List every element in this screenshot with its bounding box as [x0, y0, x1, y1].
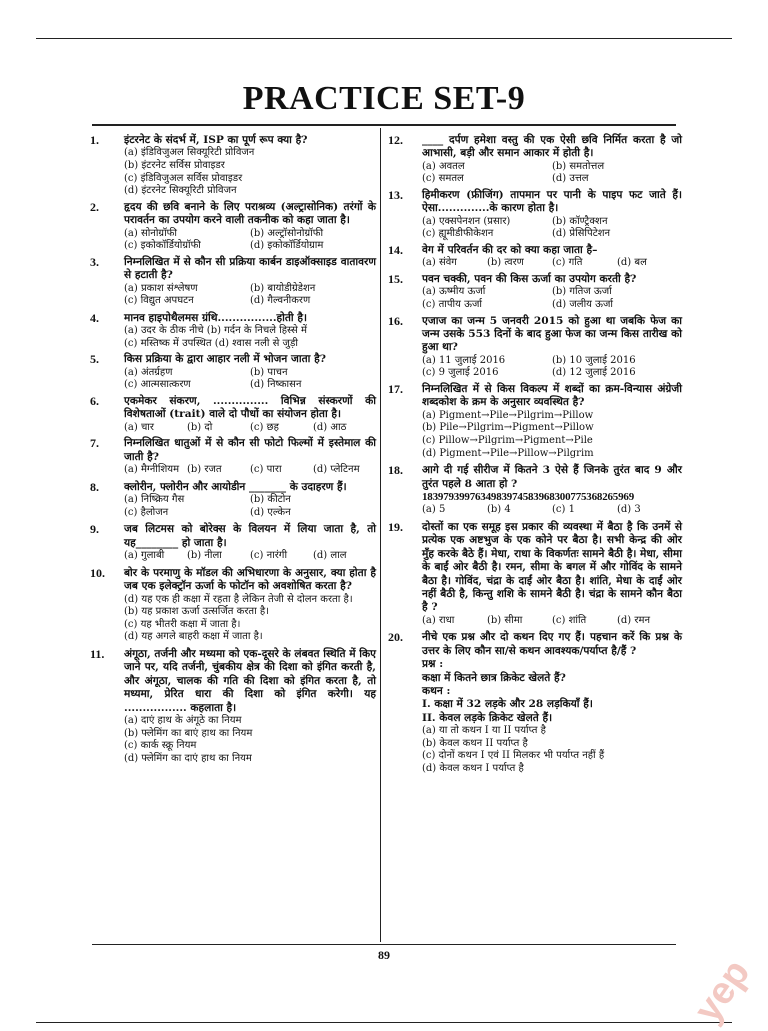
- question-number: 20.: [388, 630, 403, 645]
- answer-option: (a) 11 जुलाई 2016: [422, 354, 506, 366]
- options-list: [124, 715, 376, 765]
- answer-option: (b) Pile→Pilgrim→Pigment→Pillow: [422, 422, 594, 434]
- question-number: 11.: [90, 646, 105, 661]
- answer-option: (a) प्रकाश संश्लेषण: [124, 282, 198, 294]
- column-divider: [380, 128, 381, 942]
- answer-option: (b) फ्लेमिंग का बाएं हाथ का नियम: [124, 727, 253, 739]
- question-number: 8.: [90, 479, 99, 494]
- answer-option: (b) कीटोन: [250, 494, 291, 506]
- answer-option: (b) अल्ट्रॉसोनोग्रॉफी: [250, 227, 324, 239]
- answer-option: (a) मैग्नीशियम: [124, 464, 180, 476]
- answer-option: (c) तापीय ऊर्जा: [422, 299, 482, 310]
- options-list: [124, 283, 376, 308]
- answer-option: (c) मस्तिष्क में उपस्थित (d) श्वास नली से जुड़ी: [124, 337, 298, 349]
- answer-option: (c) यह भीतरी कक्षा में जाता है।: [124, 618, 241, 630]
- question-item: [388, 189, 682, 241]
- question-item: [90, 567, 376, 644]
- answer-option: (d) रमन: [617, 614, 651, 626]
- answer-option: (a) अंतर्ग्रहण: [124, 366, 173, 378]
- question-text: आगे दी गई सीरीज में कितने 3 ऐसे हैं जिनके तुरंत बाद 9 और तुरंत पहले 8 आता हो ?: [422, 464, 682, 490]
- question-number: 9.: [90, 522, 99, 537]
- answer-option: (b) नीला: [187, 550, 222, 562]
- question-text: बोर के परमाणु के मॉडल की अभिधारणा के अनुसार, क्या होता है जब एक इलेक्ट्रॉन ऊर्जा के फोटॉन को अवशोषित करता है?: [124, 566, 376, 593]
- answer-option: (b) 10 जुलाई 2016: [552, 354, 636, 366]
- answer-option: (d) यह अगले बाहरी कक्षा में जाता है।: [124, 631, 263, 643]
- answer-option: (b) गतिज ऊर्जा: [552, 286, 612, 298]
- answer-option: (d) बल: [617, 257, 647, 269]
- question-text: दोस्तों का एक समूह इस प्रकार की व्यवस्था में बैठा है कि उनमें से प्रत्येक एक अष्टभुज के एक कोने पर बैठा है। सभी केन्द्र की ओर मुँह करके बैठे हैं। मेधा, राधा के विकर्णतः सामने बैठी है। मेधा, सीमा के बाईं ओर बैठी है। रमन, सीमा के बगल में और गोविंद के सामने बैठा है। गोविंद, चंद्रा के दाईं ओर बैठा है। शांति, मेधा के दाईं ओर नहीं बैठी है, किन्तु शशि के सामने बैठी है। चंद्रा के सामने कौन बैठा है ?: [422, 521, 683, 614]
- question-item: [388, 383, 682, 460]
- answer-option: (d) Pigment→Pile→Pillow→Pilgrim: [422, 447, 594, 459]
- question-text: निम्नलिखित धातुओं में से कौन सी फोटो फिल्मों में इस्तेमाल की जाती है?: [124, 437, 376, 463]
- question-detail: कथन :: [422, 685, 451, 698]
- answer-option: (b) कॉण्ट्रैक्शन: [552, 215, 608, 227]
- question-text: एजाज का जन्म 5 जनवरी 2015 को हुआ था जबकि फेज का जन्म उसके 553 दिनों के बाद हुआ फेज का जन्म किस तारीख को हुआ था?: [422, 314, 682, 354]
- question-number: 10.: [90, 565, 105, 580]
- answer-option: (b) रजत: [187, 464, 222, 476]
- question-item: [388, 315, 682, 380]
- options-list: [422, 410, 682, 460]
- options-list: [422, 615, 682, 628]
- answer-option: (d) निष्कासन: [250, 379, 302, 391]
- question-text: वेग में परिवर्तन की दर को क्या कहा जाता है–: [422, 244, 598, 256]
- options-list: [124, 594, 376, 644]
- answer-option: (c) पारा: [250, 464, 282, 476]
- question-item: [388, 244, 682, 270]
- answer-option: (c) 1: [552, 504, 575, 516]
- options-list: [124, 228, 376, 253]
- question-item: [90, 395, 376, 434]
- question-item: [90, 437, 376, 476]
- answer-option: (d) एल्केन: [250, 506, 291, 518]
- options-list: [124, 422, 376, 435]
- answer-option: (d) उत्तल: [552, 173, 589, 185]
- question-detail: प्रश्न :: [422, 658, 444, 671]
- options-list: [422, 286, 682, 311]
- answer-option: (c) विद्युत अपघटन: [124, 295, 194, 307]
- question-item: [388, 273, 682, 312]
- page-title: PRACTICE SET-9: [242, 80, 526, 117]
- answer-option: (a) दाएं हाथ के अंगूठे का नियम: [124, 715, 242, 726]
- number-series: 1839793997634983974583968300775368265969: [422, 491, 635, 503]
- answer-option: (a) निष्क्रिय गैस: [124, 494, 185, 506]
- question-text: इंटरनेट के संदर्भ में, ISP का पूर्ण रूप क्या है?: [124, 134, 308, 146]
- options-list: [124, 147, 376, 197]
- options-list: [124, 464, 376, 477]
- answer-option: (c) नारंगी: [250, 550, 288, 562]
- options-list: [422, 216, 682, 241]
- answer-option: (c) छह: [250, 421, 279, 433]
- question-number: 12.: [388, 133, 403, 147]
- question-detail: II. केवल लड़के क्रिकेट खेलते हैं।: [422, 711, 553, 724]
- question-item: [90, 481, 376, 520]
- question-text: अंगूठा, तर्जनी और मध्यमा को एक-दूसरे के लंबवत स्थिति में किए जाने पर, यदि तर्जनी, चुंबकीय क्षेत्र की दिशा को इंगित करती है, और अंगूठा, चालक की गति की दिशा को इंगित करता है, तो मध्यमा, प्रेरित धारा की दिशा को इंगित करेगी। यह ................. कहलाता है।: [124, 647, 376, 714]
- answer-option: (d) गैल्वनीकरण: [250, 295, 311, 307]
- question-item: [90, 201, 376, 253]
- answer-option: (d) प्लेटिनम: [313, 464, 360, 476]
- question-text: ____ दर्पण हमेशा वस्तु की एक ऐसी छवि निर्मित करता है जो आभासी, बड़ी और समान आकार में होती है।: [422, 134, 682, 160]
- question-text: हृदय की छवि बनाने के लिए पराश्रव्य (अल्ट्रासोनिक) तरंगों के परावर्तन का उपयोग करने वाली तकनीक को कहा जाता है।: [124, 200, 376, 227]
- answer-option: (d) लाल: [313, 550, 347, 562]
- answer-option: (a) या तो कथन I या II पर्याप्त है: [422, 725, 546, 737]
- answer-option: (c) 9 जुलाई 2016: [422, 367, 499, 379]
- answer-option: (a) 5: [422, 504, 446, 516]
- answer-option: (c) ह्यूमीडीफीकेशन: [422, 228, 494, 240]
- answer-option: (d) यह एक ही कक्षा में रहता है लेकिन तेजी से दोलन करता है।: [124, 593, 353, 605]
- question-number: 19.: [388, 520, 403, 534]
- question-number: 18.: [388, 463, 403, 478]
- options-list: [124, 494, 376, 519]
- answer-option: (b) केवल कथन II पर्याप्त है: [422, 737, 528, 749]
- answer-option: (a) चार: [124, 421, 154, 433]
- question-text: हिमीकरण (फ्रीजिंग) तापमान पर पानी के पाइप फट जाते हैं। ऐसा..............के कारण होता है।: [422, 189, 682, 215]
- question-item: [90, 648, 376, 765]
- question-item: [388, 631, 682, 775]
- question-item: [388, 464, 682, 517]
- footer-rule: [92, 944, 676, 945]
- options-list: [422, 257, 682, 270]
- answer-option: (c) इकोकॉर्डियोग्रॉफी: [124, 240, 201, 252]
- page-number: 89: [378, 948, 390, 962]
- question-item: [90, 312, 376, 351]
- answer-option: (d) फ्लेमिंग का दाएं हाथ का नियम: [124, 752, 252, 764]
- answer-option: (a) Pigment→Pile→Pilgrim→Pillow: [422, 409, 594, 421]
- question-text: निम्नलिखित में से किस विकल्प में शब्दों का क्रम-विन्यास अंग्रेजी शब्दकोश के क्रम के अनुसार व्यवस्थित है?: [422, 383, 682, 409]
- answer-option: (d) प्रेसिपिटेशन: [552, 228, 611, 240]
- question-text: नीचे एक प्रश्न और दो कथन दिए गए हैं। पहचान करें कि प्रश्न के उत्तर के लिए कौन सा/से कथन आवश्यक/पर्याप्त है/हैं ?: [422, 631, 682, 657]
- question-text: किस प्रक्रिया के द्वारा आहार नली में भोजन जाता है?: [124, 353, 326, 366]
- answer-option: (d) जलीय ऊर्जा: [552, 299, 614, 310]
- answer-option: (c) इंडिविजुअल सर्विस प्रोवाइडर: [124, 172, 243, 184]
- answer-option: (b) यह प्रकाश ऊर्जा उत्सर्जित करता है।: [124, 606, 269, 618]
- question-detail: कक्षा में कितने छात्र क्रिकेट खेलते हैं?: [422, 671, 566, 684]
- answer-option: (d) केवल कथन I पर्याप्त है: [422, 763, 524, 775]
- question-item: [90, 353, 376, 392]
- answer-option: (d) आठ: [313, 421, 347, 433]
- options-list: [422, 355, 682, 380]
- question-text: एकमेकर संकरण, ............... विभिन्न संस्करणों की विशेषताओं (trait) वाले दो पौधों का संयोजन होता है।: [124, 394, 376, 421]
- answer-option: (c) कार्क स्क्रू नियम: [124, 740, 197, 752]
- question-item: [90, 256, 376, 308]
- answer-option: (a) एक्सपेनशन (प्रसार): [422, 215, 511, 227]
- question-text: मानव हाइपोथैलमस ग्रंथि................होती है।: [124, 311, 307, 324]
- question-item: [388, 134, 682, 186]
- answer-option: (b) बायोडीग्रेडेशन: [250, 282, 316, 294]
- answer-option: (a) उदर के ठीक नीचे (b) गर्दन के निचले हिस्से में: [124, 325, 307, 337]
- right-column: [388, 134, 682, 776]
- answer-option: (a) राधा: [422, 614, 455, 626]
- bottom-rule: [36, 1022, 732, 1023]
- question-text: निम्नलिखित में से कौन सी प्रक्रिया कार्बन डाइऑक्साइड वातावरण से हटाती है?: [124, 255, 376, 282]
- answer-option: (d) इकोकॉर्डियोग्राम: [250, 240, 324, 252]
- answer-option: (d) 12 जुलाई 2016: [552, 367, 636, 379]
- answer-option: (c) शांति: [552, 614, 587, 626]
- header-rule: [92, 124, 676, 126]
- question-number: 4.: [90, 310, 99, 325]
- answer-option: (b) पाचन: [250, 366, 288, 378]
- question-number: 16.: [388, 313, 403, 328]
- answer-option: (d) इंटरनेट सिक्यूरिटी प्रोविजन: [124, 185, 237, 197]
- answer-option: (c) Pillow→Pilgrim→Pigment→Pile: [422, 435, 593, 446]
- options-list: [422, 725, 682, 775]
- answer-option: (b) त्वरण: [487, 257, 524, 269]
- watermark-logo: yep: [686, 952, 759, 1031]
- question-number: 6.: [90, 393, 99, 408]
- question-number: 3.: [90, 254, 99, 269]
- answer-option: (a) संवेग: [422, 257, 457, 269]
- question-number: 17.: [388, 382, 403, 396]
- answer-option: (c) हैलोजन: [124, 506, 169, 518]
- answer-option: (c) समतल: [422, 173, 464, 185]
- answer-option: (a) इंडिविजुअल सिक्यूरिटी प्रोविजन: [124, 147, 255, 159]
- question-item: [388, 521, 682, 627]
- answer-option: (c) आत्मसात्करण: [124, 379, 191, 391]
- answer-option: (b) इंटरनेट सर्विस प्रोवाइडर: [124, 160, 225, 171]
- question-number: 14.: [388, 243, 403, 257]
- options-list: [422, 161, 682, 186]
- options-list: [422, 504, 682, 517]
- options-list: [124, 550, 376, 563]
- question-number: 15.: [388, 272, 403, 286]
- answer-option: (b) 4: [487, 504, 511, 516]
- question-detail: I. कक्षा में 32 लड़के और 28 लड़कियाँ हैं।: [422, 698, 593, 711]
- question-item: [90, 523, 376, 562]
- options-list: [124, 325, 376, 350]
- question-number: 7.: [90, 436, 99, 451]
- top-rule: [36, 38, 732, 39]
- question-text: पवन चक्की, पवन की किस ऊर्जा का उपयोग करती है?: [422, 273, 637, 285]
- answer-option: (b) सीमा: [487, 614, 523, 626]
- question-text: क्लोरीन, फ्लोरीन और आयोडीन _______ के उदाहरण हैं।: [124, 480, 347, 493]
- question-number: 13.: [388, 188, 403, 202]
- question-number: 1.: [90, 133, 99, 147]
- left-column: [90, 134, 376, 765]
- answer-option: (c) गति: [552, 257, 583, 269]
- answer-option: (a) अवतल: [422, 160, 465, 172]
- answer-option: (d) 3: [617, 504, 641, 516]
- options-list: [124, 367, 376, 392]
- question-number: 5.: [90, 352, 99, 367]
- answer-option: (a) गुलाबी: [124, 550, 165, 562]
- question-text: जब लिटमस को बोरेक्स के विलयन में लिया जाता है, तो यह________ हो जाता है।: [124, 523, 376, 549]
- answer-option: (a) ऊष्मीय ऊर्जा: [422, 286, 486, 298]
- answer-option: (b) दो: [187, 421, 213, 433]
- question-item: [90, 134, 376, 198]
- answer-option: (c) दोनों कथन I एवं II मिलकर भी पर्याप्त नहीं हैं: [422, 750, 605, 762]
- answer-option: (a) सोनोग्रॉफी: [124, 227, 177, 239]
- question-number: 2.: [90, 199, 99, 214]
- answer-option: (b) समतोत्तल: [552, 160, 605, 172]
